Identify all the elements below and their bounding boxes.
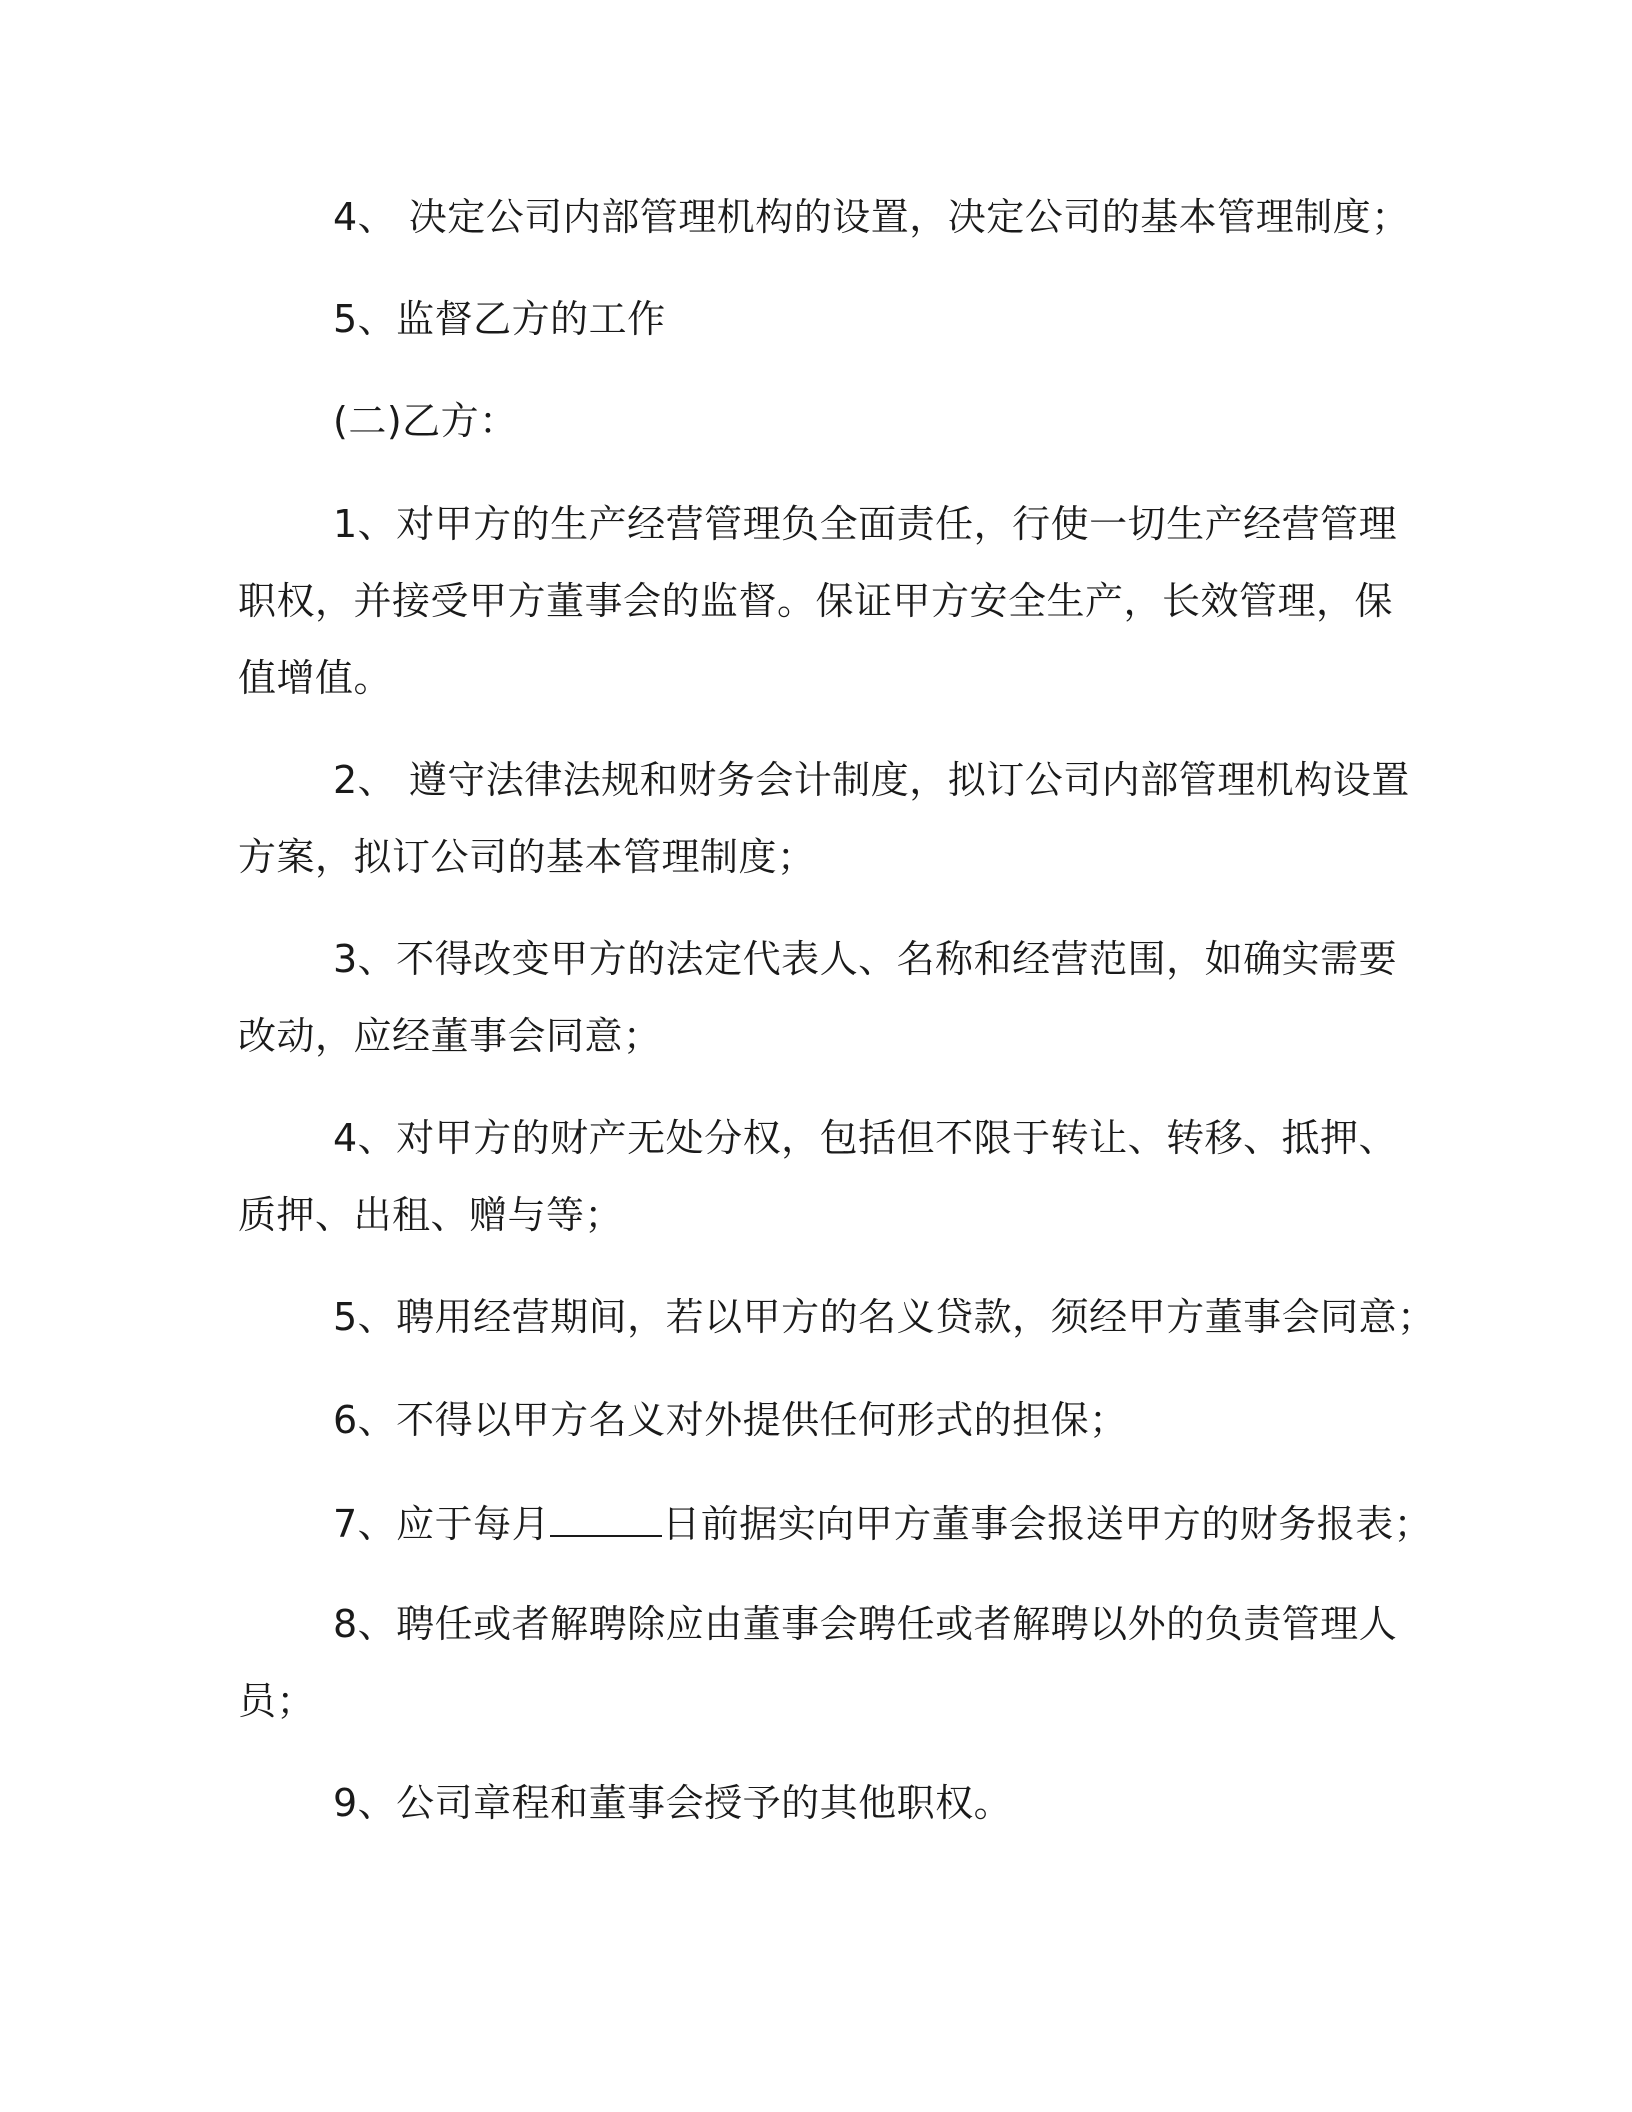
clause-b9-line1: 9、公司章程和董事会授予的其他职权。 [333, 1781, 1013, 1825]
clause-b1-line2: 职权，并接受甲方董事会的监督。保证甲方安全生产，长效管理，保 [238, 579, 1394, 623]
clause-b4-line1: 4、对甲方的财产无处分权，包括但不限于转让、转移、抵押、 [333, 1116, 1398, 1160]
clause-b1-line1: 1、对甲方的生产经营管理负全面责任，行使一切生产经营管理 [333, 502, 1398, 546]
clause-b2-line1: 2、 遵守法律法规和财务会计制度，拟订公司内部管理机构设置 [333, 758, 1410, 802]
clause-b7-text-after: 日前据实向甲方董事会报送甲方的财务报表； [662, 1502, 1433, 1546]
clause-b3-line2: 改动，应经董事会同意； [238, 1014, 662, 1058]
clause-b1-line3: 值增值。 [238, 656, 393, 700]
clause-b7-text-before: 7、应于每月 [333, 1502, 551, 1546]
clause-a4-line1: 4、 决定公司内部管理机构的设置，决定公司的基本管理制度； [333, 195, 1410, 239]
clause-a5-line1: 5、监督乙方的工作 [333, 297, 666, 341]
fill-in-blank [550, 1499, 662, 1537]
clause-b2-line2: 方案，拟订公司的基本管理制度； [238, 835, 816, 879]
clause-b8-line2: 员； [238, 1679, 316, 1723]
clause-b5-line1: 5、聘用经营期间，若以甲方的名义贷款，须经甲方董事会同意； [333, 1295, 1436, 1339]
clause-b8-line1: 8、聘任或者解聘除应由董事会聘任或者解聘以外的负责管理人 [333, 1602, 1398, 1646]
clause-b6-line1: 6、不得以甲方名义对外提供任何形式的担保； [333, 1398, 1128, 1442]
clause-b4-line2: 质押、出租、赠与等； [238, 1193, 624, 1237]
clause-b7-line1 [333, 1499, 1432, 1547]
clause-b3-line1: 3、不得改变甲方的法定代表人、名称和经营范围，如确实需要 [333, 937, 1398, 981]
section-heading-party-b: (二)乙方： [333, 399, 518, 443]
